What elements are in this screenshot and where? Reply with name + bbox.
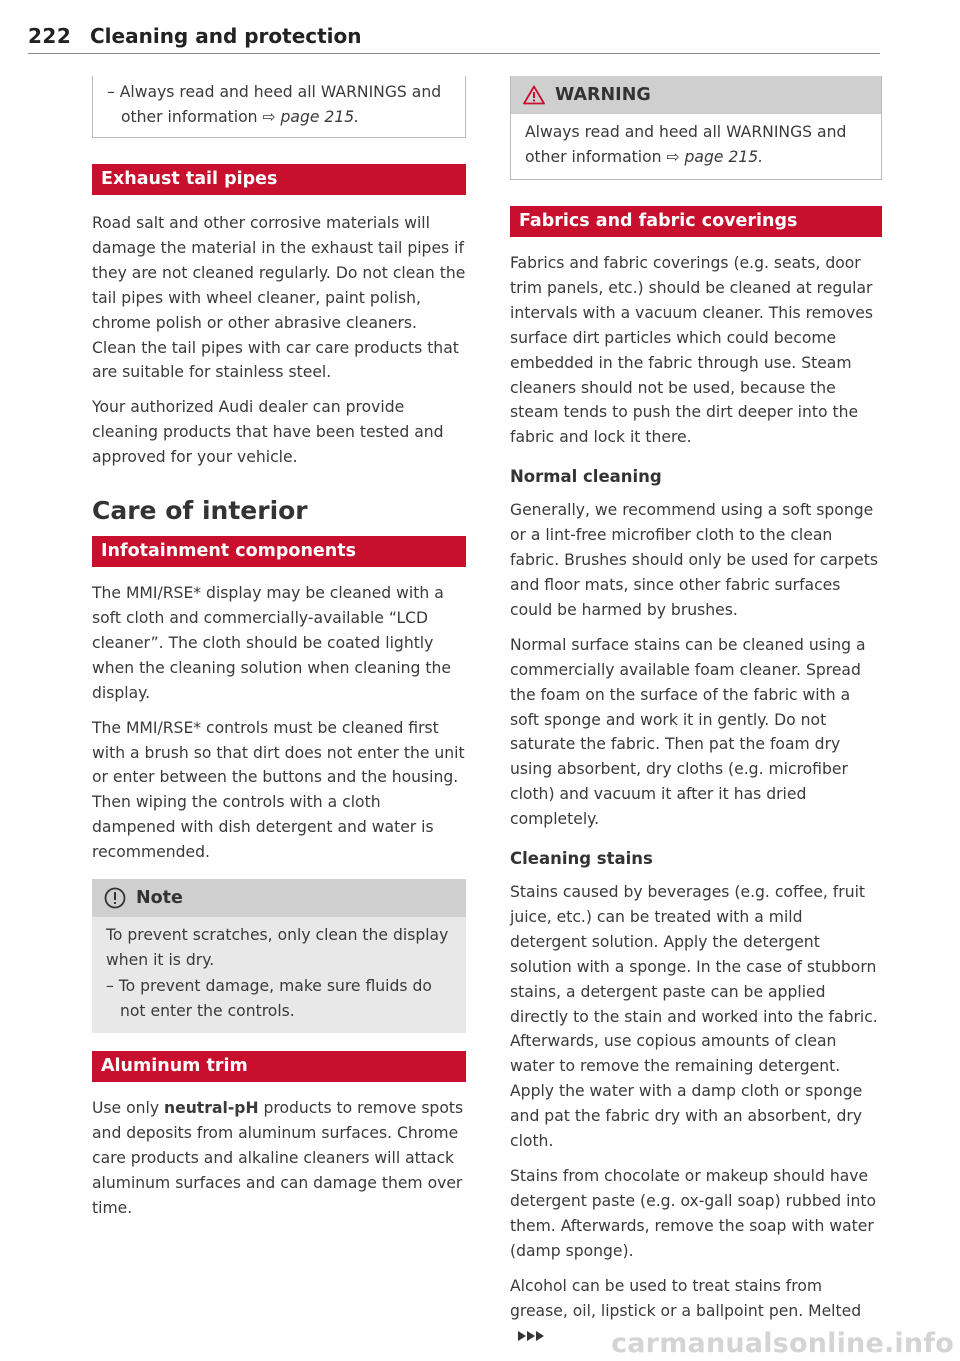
note-body	[92, 917, 466, 1033]
note-header	[92, 879, 466, 917]
section-aluminum-title: Aluminum trim	[92, 1051, 466, 1082]
page-link[interactable]: ⇨ page 215.	[262, 107, 360, 126]
warning-callout	[510, 76, 882, 180]
neutral-ph-emphasis: neutral-pH	[164, 1099, 259, 1118]
warning-header	[511, 76, 881, 114]
exhaust-paragraph-2: Your authorized Audi dealer can provide cleaning products that have been tested and approved for your vehicle.	[92, 398, 444, 467]
watermark: carmanualsonline.info	[611, 1328, 954, 1359]
warning-body	[511, 114, 881, 179]
stains-paragraph-1: Stains caused by beverages (e.g. coffee, fruit juice, etc.) can be treated with a mild detergent solution. Apply the detergent solution with a sponge. In the case of stubborn stains, a detergent paste can be applied directly to the stain and worked into the fabric. Afterwards, use copious amounts of clean water to remove the remaining detergent. Apply the water with a damp cloth or sponge and pat the fabric dry with an absorbent, dry cloth.	[510, 883, 878, 1151]
warning-title: WARNING	[555, 85, 651, 105]
note-paragraph-2: – To prevent damage, make sure fluids do not enter the controls.	[106, 977, 432, 1020]
left-column	[92, 76, 466, 1221]
normal-cleaning-title: Normal cleaning	[510, 467, 662, 487]
page-header	[28, 24, 880, 54]
right-column	[510, 76, 882, 1348]
infotainment-paragraph-1: The MMI/RSE* display may be cleaned with a soft cloth and commercially-available “LCD cleaner”. The cloth should be coated lightly when the cleaning solution when cleaning the display.	[92, 584, 452, 702]
note-info-icon	[104, 887, 126, 909]
aluminum-paragraph: Use only neutral-pH products to remove spots and deposits from aluminum surfaces. Chrome care products and alkaline cleaners will attack aluminum surfaces and can damage them over time.	[92, 1099, 464, 1217]
care-of-interior-title: Care of interior	[92, 496, 308, 526]
chapter-title: Cleaning and protection	[90, 24, 362, 48]
cleaning-stains-title: Cleaning stains	[510, 849, 653, 869]
warning-continuation-box	[92, 76, 466, 138]
header-rule	[28, 53, 880, 54]
normal-paragraph-2: Normal surface stains can be cleaned using a commercially available foam cleaner. Spread the foam on the surface of the fabric with a soft sponge and work it in gently. Do not saturate the fabric. Then pat the foam dry using absorbent, dry cloths (e.g. microfiber cloth) and vacuum it after it has dried completely.	[510, 635, 866, 829]
note-callout	[92, 879, 466, 1033]
warning-triangle-icon	[523, 85, 545, 105]
section-fabrics-title: Fabrics and fabric coverings	[510, 206, 882, 237]
infotainment-paragraph-2: The MMI/RSE* controls must be cleaned first with a brush so that dirt does not enter the unit or enter between the buttons and the housing. Then wiping the controls with a cloth dampened with dish detergent and water is recommended.	[92, 718, 465, 862]
stains-paragraph-2: Stains from chocolate or makeup should have detergent paste (e.g. ox-gall soap) rubbed into them. Afterwards, remove the soap with water (damp sponge).	[510, 1167, 877, 1260]
page-number: 222	[28, 24, 72, 48]
warning-continuation-text: – Always read and heed all WARNINGS and other information ⇨ page 215.	[107, 83, 442, 126]
note-title: Note	[136, 888, 183, 909]
page-link[interactable]: ⇨ page 215.	[666, 147, 764, 166]
stains-paragraph-3: Alcohol can be used to treat stains from grease, oil, lipstick or a ballpoint pen. Melted	[510, 1274, 882, 1349]
continued-arrow-icon	[518, 1330, 544, 1342]
section-infotainment-title: Infotainment components	[92, 536, 466, 567]
normal-paragraph-1: Generally, we recommend using a soft sponge or a lint-free microfiber cloth to the clean fabric. Brushes should only be used for carpets and floor mats, since other fabric surfaces could be harmed by brushes.	[510, 501, 878, 619]
note-paragraph-1: To prevent scratches, only clean the display when it is dry.	[106, 926, 449, 969]
exhaust-paragraph-1: Road salt and other corrosive materials will damage the material in the exhaust tail pipes if they are not cleaned regularly. Do not clean the tail pipes with wheel cleaner, paint polish, chrome polish or other abrasive cleaners. Clean the tail pipes with car care products that are suitable for stainless steel.	[92, 214, 466, 382]
warning-text: Always read and heed all WARNINGS and other information ⇨ page 215.	[525, 123, 847, 166]
section-exhaust-title: Exhaust tail pipes	[92, 164, 466, 195]
fabrics-paragraph-1: Fabrics and fabric coverings (e.g. seats, door trim panels, etc.) should be cleaned at regular intervals with a vacuum cleaner. This removes surface dirt particles which could become embedded in the fabric through use. Steam cleaners should not be used, because the steam tends to push the dirt deeper into the fabric and lock it there.	[510, 254, 873, 447]
